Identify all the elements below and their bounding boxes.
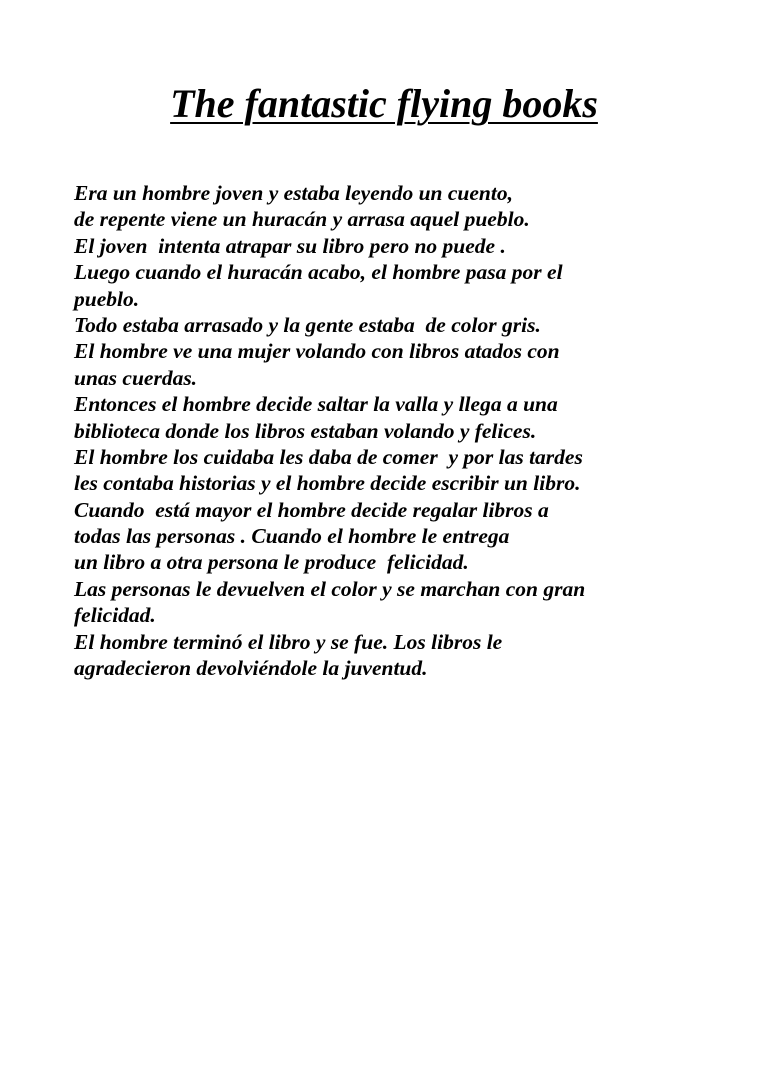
story-line: Cuando está mayor el hombre decide regalar libros a (74, 497, 549, 522)
document-title: The fantastic flying books (170, 81, 598, 126)
story-line: Entonces el hombre decide saltar la valla y llega a una (74, 392, 558, 417)
story-text (74, 180, 754, 681)
story-line: Era un hombre joven y estaba leyendo un cuento, (74, 181, 513, 205)
story-line: El hombre ve una mujer volando con libros atados con (74, 339, 560, 364)
story-line: El hombre terminó el libro y se fue. Los libros le (74, 629, 503, 654)
story-line: de repente viene un huracán y arrasa aquel pueblo. (74, 207, 530, 232)
story-line: agradecieron devolviéndole la juventud. (74, 656, 428, 681)
story-line: El joven intenta atrapar su libro pero no puede . (74, 233, 506, 258)
story-line: Todo estaba arrasado y la gente estaba de color gris. (74, 312, 541, 337)
story-line: biblioteca donde los libros estaban volando y felices. (74, 418, 537, 443)
story-line: pueblo. (74, 286, 140, 311)
story-line: unas cuerdas. (74, 365, 198, 390)
story-line: todas las personas . Cuando el hombre le entrega (74, 524, 510, 549)
story-line: les contaba historias y el hombre decide escribir un libro. (74, 471, 581, 496)
story-line: Las personas le devuelven el color y se marchan con gran (74, 576, 586, 601)
story-line: El hombre los cuidaba les daba de comer y por las tardes (74, 444, 583, 469)
story-line: felicidad. (74, 603, 156, 628)
story-line: un libro a otra persona le produce felicidad. (74, 550, 469, 575)
story-line: Luego cuando el huracán acabo, el hombre pasa por el (74, 260, 563, 285)
